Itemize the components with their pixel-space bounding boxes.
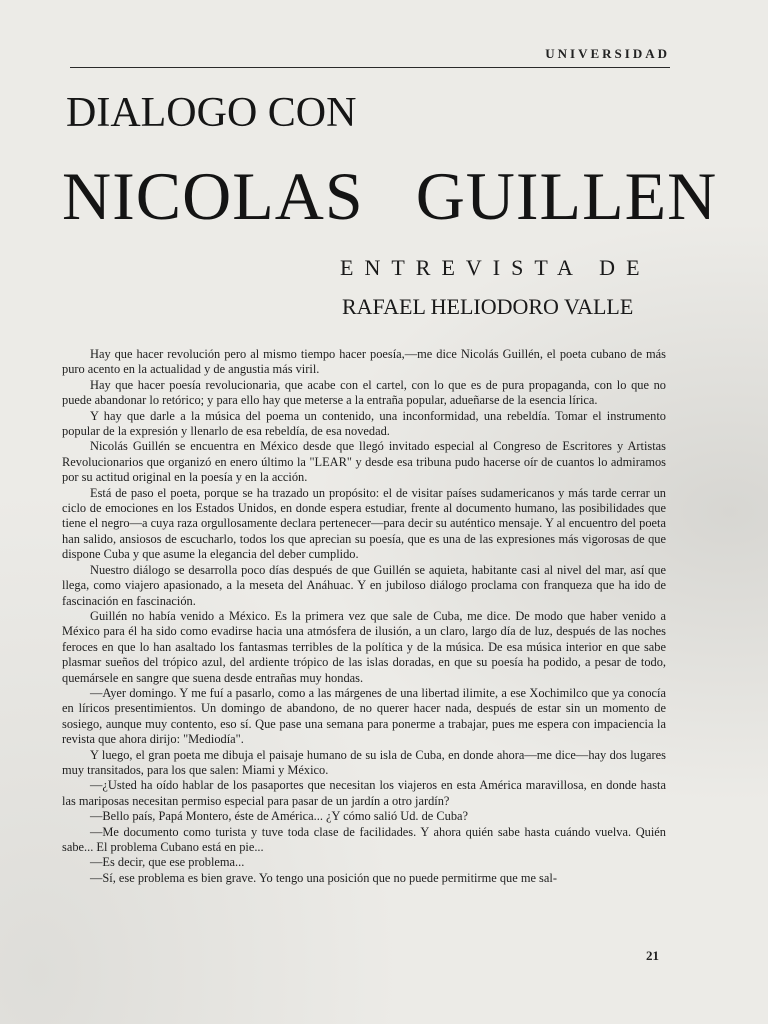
title-last-name: GUILLEN [415, 158, 718, 234]
title-first-name: NICOLAS [62, 158, 364, 234]
paragraph: —Me documento como turista y tuve toda clase de facilidades. Y ahora quién sabe hasta cuándo vuelva. Quién sabe... El problema Cubano está en pie... [62, 824, 666, 854]
paragraph: Está de paso el poeta, porque se ha trazado un propósito: el de visitar países sudamericanos y más tarde cerrar un ciclo de emociones en los Estados Unidos, en donde espera estudiar, frente al documento humano, las posibilidades que tiene el negro—a cuya raza orgullosamente declara pertenecer—para decir su auténtico mensaje. Y al encuentro del poeta han salido, ansiosos de escucharlo, todos los que aprecian su poesía, que es una de las expresiones más vigorosas de que dispone Cuba y que asume la elegancia del deber cumplido. [62, 485, 666, 562]
paragraph: —Sí, ese problema es bien grave. Yo tengo una posición que no puede permitirme que me sal- [90, 870, 557, 885]
title-line-1: DIALOGO CON [66, 90, 357, 136]
header-rule [70, 67, 670, 68]
paragraph: Nicolás Guillén se encuentra en México desde que llegó invitado especial al Congreso de Escritores y Artistas Revolucionarios que organizó en enero último la "LEAR" y desde esa tribuna pudo hacerse oír de cuantos lo admiramos por su actitud original en la poesía y en la acción. [62, 439, 666, 485]
paragraph: —¿Usted ha oído hablar de los pasaportes que necesitan los viajeros en esta América maravillosa, en donde hasta las mariposas necesitan permiso especial para pasar de un jardín a otro jardín? [62, 778, 666, 808]
article-body [62, 347, 666, 886]
subtitle: ENTREVISTA DE [340, 255, 651, 280]
paragraph: Guillén no había venido a México. Es la primera vez que sale de Cuba, me dice. De modo que haber venido a México para él ha sido como evadirse hacia una atmósfera de ilusión, a un claro, largo día de luz, después de las noches feroces en que lo han asaltado los fantasmas terribles de la política y de la música. De esa música interior en que sabe plasmar sueños del trópico azul, del ardiente trópico de las islas doradas, en que su poesía ha podido, a pesar de todo, quemársele en sangre que suena desde entrañas muy hondas. [62, 608, 666, 685]
paragraph: Hay que hacer revolución pero al mismo tiempo hacer poesía,—me dice Nicolás Guillén, el poeta cubano de más puro acento en la actualidad y de angustia más viril. [62, 347, 666, 377]
running-header: UNIVERSIDAD [545, 46, 670, 61]
paragraph: Nuestro diálogo se desarrolla poco días después de que Guillén se aquieta, habitante casi al nivel del mar, así que llega, como viajero apasionado, a la meseta del Anáhuac. Y en jubiloso diálogo proclama con franqueza que ha ido de fascinación en fascinación. [62, 562, 666, 608]
title-line-2 [62, 158, 718, 234]
paragraph: Y hay que darle a la música del poema un contenido, una inconformidad, una rebeldía. Tomar el instrumento popular de la expresión y llenarlo de esa rebeldía, de esa novedad. [62, 408, 666, 439]
paragraph: —Es decir, que ese problema... [90, 855, 245, 870]
paragraph: Hay que hacer poesía revolucionaria, que acabe con el cartel, con lo que es de pura propaganda, con lo que no puede abandonar lo retórico; y para ello hay que meterse a la entraña popular, adueñarse de la esencia lírica. [62, 377, 666, 408]
paragraph: Y luego, el gran poeta me dibuja el paisaje humano de su isla de Cuba, en donde ahora—me dice—hay dos lugares muy transitados, para los que salen: Miami y México. [62, 747, 666, 777]
author-name: RAFAEL HELIODORO VALLE [342, 294, 634, 319]
page-number: 21 [646, 948, 659, 963]
paragraph: —Ayer domingo. Y me fuí a pasarlo, como a las márgenes de una libertad ilimite, a ese Xochimilco que ya conocía en líricos presentimientos. Un domingo de abandono, de no querer hacer nada, después de estar sin un momento de sosiego, aunque muy contento, eso sí. Que pase una semana para ponerme a trabajar, pues me espera con impaciencia la revista que ahora dirijo: "Mediodía". [62, 685, 666, 747]
paragraph: —Bello país, Papá Montero, éste de América... ¿Y cómo salió Ud. de Cuba? [90, 809, 469, 824]
